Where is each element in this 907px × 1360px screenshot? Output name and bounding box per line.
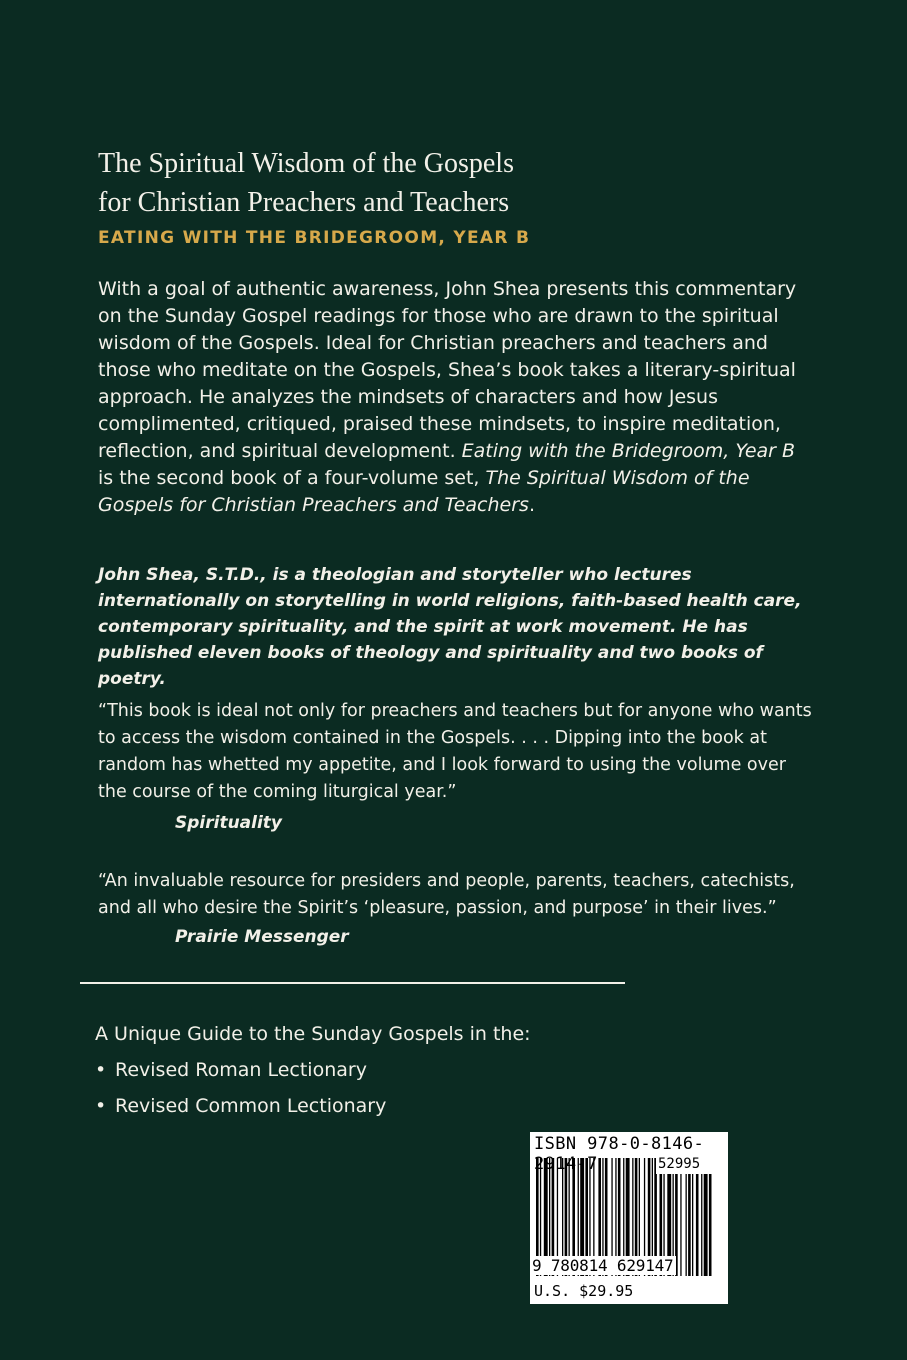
- review-quote-2: “An invaluable resource for presiders and people, parents, teachers, catechists, and all who desire the Spirit’s ‘pleasure, passion, and purpose’ in their lives.”: [98, 871, 795, 918]
- divider: [80, 982, 625, 984]
- barcode-label: [530, 1132, 728, 1304]
- description-main: With a goal of authentic awareness, John Shea presents this commentary on the Sunday Gospel readings for those who are drawn to the spiritual wisdom of the Gospels. Ideal for Christian preachers and teachers and those who meditate on the Gospels, Shea’s book takes a literary-spiritual approach. He analyzes the mindsets of characters and how Jesus complimented, critiqued, praised these mindsets, to inspire meditation, reflection, and spiritual development.: [98, 278, 797, 462]
- price: U.S. $29.95: [534, 1282, 634, 1300]
- bullet-icon: •: [95, 1095, 107, 1117]
- description-end: .: [528, 494, 535, 516]
- list-item: [95, 1052, 531, 1088]
- lectionary-guide: [95, 1016, 531, 1124]
- description-series-title: The Spiritual Wisdom of the Gospels for Christian Preachers and Teachers: [98, 467, 750, 516]
- description-book-title: Eating with the Bridegroom, Year B: [461, 440, 796, 462]
- list-item-label: Revised Roman Lectionary: [115, 1059, 367, 1081]
- price-code: 52995: [658, 1156, 701, 1172]
- series-title-line-2: for Christian Preachers and Teachers: [98, 187, 510, 218]
- review-quote-1: “This book is ideal not only for preachers and teachers but for anyone who wants to access the wisdom contained in the Gospels. . . . Dipping into the book at random has whetted my appetite, and I look forward to using the volume over the course of the coming liturgical year.”: [98, 701, 812, 802]
- author-bio: John Shea, S.T.D., is a theologian and storyteller who lectures internationally on storytelling in world religions, faith-based health care, contemporary spirituality, and the spirit at work movement. He has published eleven books of theology and spirituality and two books of poetry.: [98, 565, 802, 689]
- bullet-icon: •: [95, 1059, 107, 1081]
- list-item: [95, 1088, 531, 1124]
- ean-number: 9 780814 629147: [532, 1256, 674, 1275]
- list-item-label: Revised Common Lectionary: [115, 1095, 387, 1117]
- book-description: [98, 276, 816, 519]
- book-subtitle: EATING WITH THE BRIDEGROOM, YEAR B: [98, 228, 531, 248]
- isbn-number: ISBN 978-0-8146-2914-7: [534, 1134, 705, 1174]
- description-middle: is the second book of a four-volume set,: [98, 467, 486, 489]
- series-title-line-1: The Spiritual Wisdom of the Gospels: [98, 148, 514, 179]
- series-title: [98, 144, 798, 222]
- lectionary-list: [95, 1052, 531, 1124]
- review-source-1: Spirituality: [175, 813, 283, 833]
- review-source-2: Prairie Messenger: [175, 927, 349, 947]
- guide-heading: A Unique Guide to the Sunday Gospels in the:: [95, 1023, 531, 1045]
